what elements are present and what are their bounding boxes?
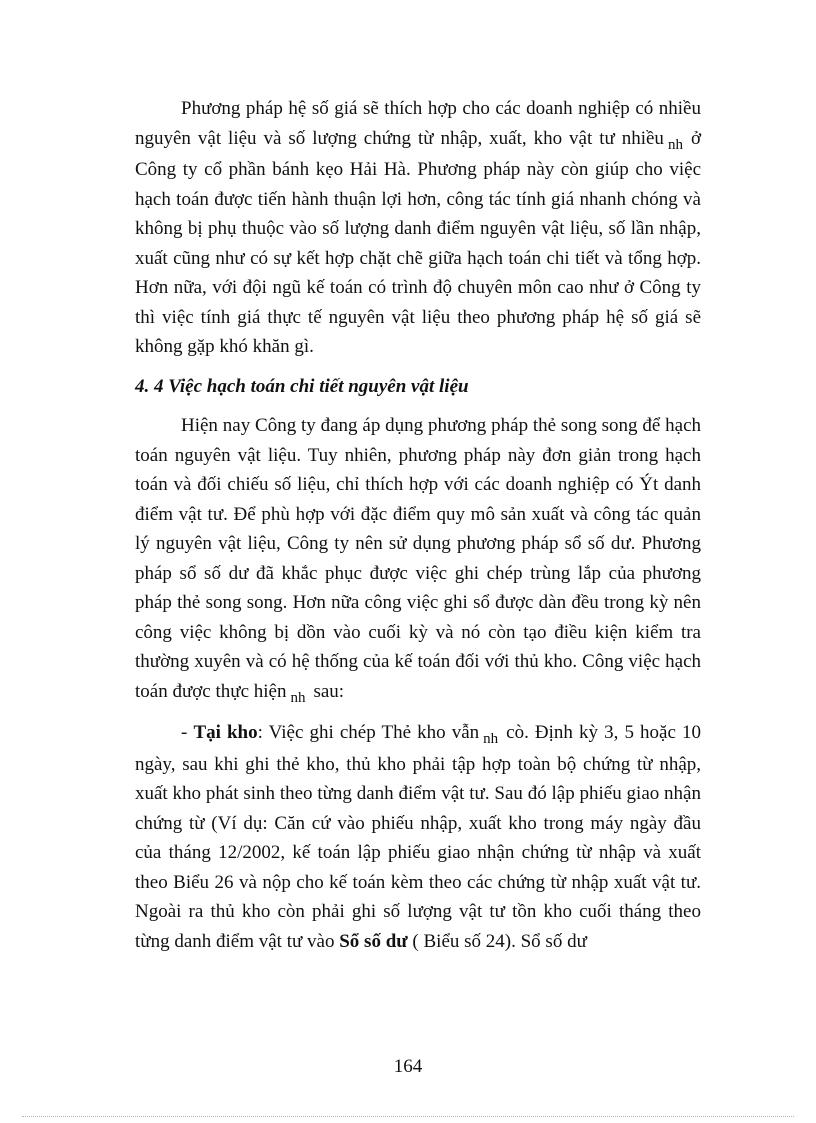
paragraph3-text-1: : Việc ghi chép Thẻ kho vẫn — [257, 722, 480, 743]
section-heading: 4. 4 Việc hạch toán chi tiết nguyên vật liệu — [135, 375, 469, 397]
paragraph3-dash: - — [181, 722, 194, 743]
paragraph3-nh-fragment: nh — [483, 731, 499, 747]
paragraph-at-warehouse — [135, 718, 701, 956]
bottom-dotted-rule — [22, 1116, 794, 1117]
paragraph-coefficient-method — [135, 94, 701, 362]
paragraph2-nh-fragment: nh — [290, 689, 306, 706]
paragraph1-text-1: Phương pháp hệ số giá sẽ thích hợp cho các doanh nghiệp có nhiều nguyên vật liệu và số lượng chứng từ nhập, xuất, kho vật tư nhiều — [135, 98, 701, 149]
paragraph1-text-2: ở Công ty cổ phần bánh kẹo Hải Hà. Phương pháp này còn giúp cho việc hạch toán được tiến hành thuận lợi hơn, công tác tính giá nhanh chóng và không bị phụ thuộc vào số lượng danh điểm nguyên vật liệu, số lần nhập, xuất cũng như có sự kết hợp chặt chẽ giữa hạch toán chi tiết và tổng hợp. Hơn nữa, với đội ngũ kế toán có trình độ chuyên môn cao như ở Công ty thì việc tính giá thực tế nguyên vật liệu theo phương pháp hệ số giá sẽ không gặp khó khăn gì. — [135, 127, 701, 357]
paragraph3-bold-label: Tại kho — [193, 722, 258, 743]
paragraph2-text-1: Hiện nay Công ty đang áp dụng phương pháp thẻ song song để hạch toán nguyên vật liệu. Tuy nhiên, phương pháp này đơn giản trong hạch toán và đối chiếu số liệu, chỉ thích hợp với các doanh nghiệp có Ýt danh điểm vật tư. Để phù hợp với đặc điểm quy mô sản xuất và công tác quản lý nguyên vật liệu, Công ty nên sử dụng phương pháp sổ số dư. Phương pháp sổ số dư đã khắc phục được việc ghi chép trùng lắp của phương pháp thẻ song song. Hơn nữa công việc ghi sổ được dàn đều trong kỳ nên công việc không bị dồn vào cuối kỳ và nó còn tạo điều kiện kiểm tra thường xuyên và có hệ thống của kế toán đối với thủ kho. Công việc hạch toán được thực hiện — [135, 415, 701, 702]
paragraph3-text-2: cò. Định kỳ 3, 5 hoặc 10 ngày, sau khi ghi thẻ kho, thủ kho phải tập hợp toàn bộ chứng từ nhập, xuất kho phát sinh theo từng danh điểm vật tư. Sau đó lập phiếu giao nhận chứng từ (Ví dụ: Căn cứ vào phiếu nhập, xuất kho trong máy ngày đầu của tháng 12/2002, kế toán lập phiếu giao nhận chứng từ nhập và xuất theo Biểu 26 và nộp cho kế toán kèm theo các chứng từ nhập xuất vật tư. Ngoài ra thủ kho còn phải ghi số lượng vật tư tồn kho cuối tháng theo từng danh điểm vật tư vào — [135, 722, 702, 952]
paragraph2-text-2: sau: — [313, 680, 345, 702]
page-number: 164 — [393, 1056, 423, 1077]
page-content — [135, 94, 701, 956]
paragraph-parallel-card-method — [135, 411, 701, 708]
paragraph3-bold-book: Sổ số dư — [339, 930, 408, 952]
paragraph1-nh-fragment: nh — [667, 136, 683, 153]
paragraph3-text-3: ( Biểu số 24). Sổ số dư — [412, 930, 587, 952]
